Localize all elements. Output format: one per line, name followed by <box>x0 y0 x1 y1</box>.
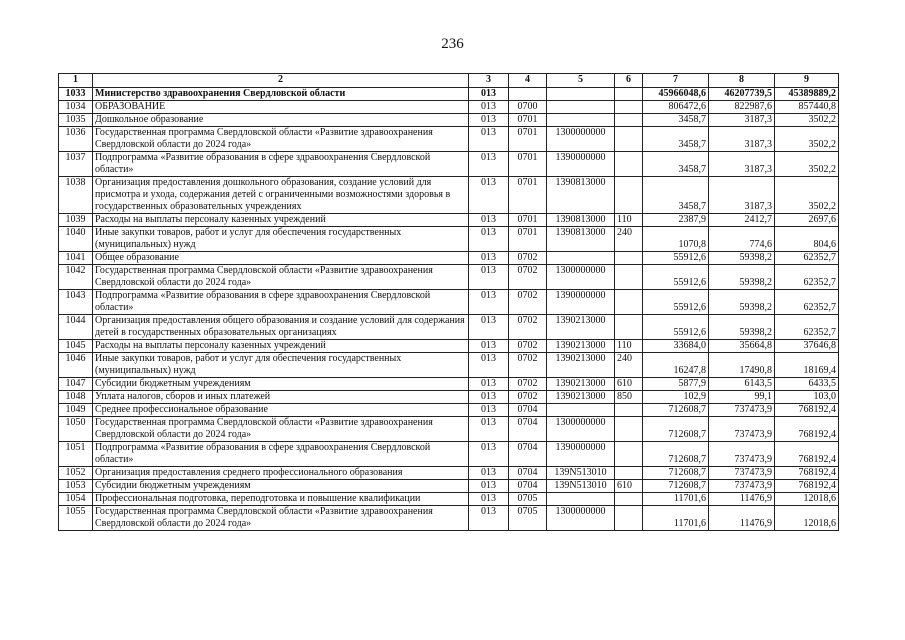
ministry-code-cell: 013 <box>469 442 509 467</box>
ministry-code-cell: 013 <box>469 353 509 378</box>
sum-col9-cell: 768192,4 <box>775 442 839 467</box>
expense-type-cell <box>615 506 643 531</box>
sum-col9-cell: 62352,7 <box>775 315 839 340</box>
sum-col7-cell: 55912,6 <box>643 265 709 290</box>
sum-col8-cell: 3187,3 <box>709 152 775 177</box>
table-row <box>59 391 839 404</box>
section-code-cell: 0701 <box>509 127 547 152</box>
target-article-cell: 1390213000 <box>547 353 615 378</box>
expense-type-cell <box>615 493 643 506</box>
sum-col7-cell: 3458,7 <box>643 127 709 152</box>
expense-type-cell: 110 <box>615 214 643 227</box>
sum-col8-cell: 59398,2 <box>709 265 775 290</box>
row-name-cell: Расходы на выплаты персоналу казенных учреждений <box>93 214 469 227</box>
section-code-cell <box>509 88 547 101</box>
row-number-cell: 1043 <box>59 290 93 315</box>
table-row <box>59 506 839 531</box>
ministry-code-cell: 013 <box>469 88 509 101</box>
target-article-cell: 1300000000 <box>547 417 615 442</box>
section-code-cell: 0702 <box>509 353 547 378</box>
section-code-cell: 0700 <box>509 101 547 114</box>
row-name-cell: Государственная программа Свердловской области «Развитие здравоохранения Свердловской области до 2024 года» <box>93 265 469 290</box>
sum-col8-cell: 59398,2 <box>709 252 775 265</box>
table-row <box>59 88 839 101</box>
ministry-code-cell: 013 <box>469 417 509 442</box>
row-number-cell: 1036 <box>59 127 93 152</box>
expense-type-cell <box>615 467 643 480</box>
expense-type-cell <box>615 442 643 467</box>
sum-col8-cell: 11476,9 <box>709 506 775 531</box>
expense-type-cell <box>615 290 643 315</box>
expense-type-cell <box>615 152 643 177</box>
target-article-cell <box>547 252 615 265</box>
header-row <box>59 74 839 88</box>
row-number-cell: 1051 <box>59 442 93 467</box>
row-name-cell: Иные закупки товаров, работ и услуг для обеспечения государственных (муниципальных) нужд <box>93 353 469 378</box>
row-number-cell: 1037 <box>59 152 93 177</box>
section-code-cell: 0702 <box>509 391 547 404</box>
table-row <box>59 127 839 152</box>
target-article-cell: 1390213000 <box>547 315 615 340</box>
table-row <box>59 340 839 353</box>
target-article-cell: 1390813000 <box>547 227 615 252</box>
expense-type-cell <box>615 177 643 214</box>
row-number-cell: 1054 <box>59 493 93 506</box>
section-code-cell: 0704 <box>509 467 547 480</box>
sum-col9-cell: 62352,7 <box>775 265 839 290</box>
row-number-cell: 1053 <box>59 480 93 493</box>
ministry-code-cell: 013 <box>469 101 509 114</box>
section-code-cell: 0704 <box>509 417 547 442</box>
sum-col7-cell: 5877,9 <box>643 378 709 391</box>
target-article-cell: 1390813000 <box>547 214 615 227</box>
expense-type-cell: 850 <box>615 391 643 404</box>
row-name-cell: Организация предоставления общего образования и создание условий для содержания детей в государственных образовательных организациях <box>93 315 469 340</box>
header-cell: 8 <box>709 74 775 88</box>
target-article-cell: 139N513010 <box>547 480 615 493</box>
expense-type-cell: 610 <box>615 480 643 493</box>
target-article-cell: 1390813000 <box>547 177 615 214</box>
row-name-cell: Организация предоставления дошкольного образования, создание условий для присмотра и ухода, содержания детей с ограниченными возможностями здоровья в государственных образовательных учреждениях <box>93 177 469 214</box>
row-number-cell: 1046 <box>59 353 93 378</box>
table-row <box>59 252 839 265</box>
sum-col9-cell: 62352,7 <box>775 252 839 265</box>
row-number-cell: 1042 <box>59 265 93 290</box>
sum-col7-cell: 11701,6 <box>643 506 709 531</box>
sum-col7-cell: 2387,9 <box>643 214 709 227</box>
row-number-cell: 1038 <box>59 177 93 214</box>
ministry-code-cell: 013 <box>469 493 509 506</box>
sum-col9-cell: 62352,7 <box>775 290 839 315</box>
row-name-cell: Субсидии бюджетным учреждениям <box>93 378 469 391</box>
row-number-cell: 1047 <box>59 378 93 391</box>
sum-col8-cell: 737473,9 <box>709 442 775 467</box>
sum-col7-cell: 712608,7 <box>643 442 709 467</box>
sum-col7-cell: 712608,7 <box>643 480 709 493</box>
sum-col9-cell: 2697,6 <box>775 214 839 227</box>
row-name-cell: Общее образование <box>93 252 469 265</box>
sum-col8-cell: 35664,8 <box>709 340 775 353</box>
row-name-cell: Подпрограмма «Развитие образования в сфере здравоохранения Свердловской области» <box>93 290 469 315</box>
target-article-cell <box>547 404 615 417</box>
sum-col9-cell: 857440,8 <box>775 101 839 114</box>
sum-col9-cell: 804,6 <box>775 227 839 252</box>
sum-col8-cell: 774,6 <box>709 227 775 252</box>
expense-type-cell <box>615 404 643 417</box>
row-number-cell: 1055 <box>59 506 93 531</box>
ministry-code-cell: 013 <box>469 214 509 227</box>
sum-col8-cell: 17490,8 <box>709 353 775 378</box>
header-cell: 4 <box>509 74 547 88</box>
sum-col9-cell: 768192,4 <box>775 467 839 480</box>
expense-type-cell: 610 <box>615 378 643 391</box>
sum-col9-cell: 3502,2 <box>775 114 839 127</box>
expense-type-cell <box>615 101 643 114</box>
sum-col8-cell: 59398,2 <box>709 315 775 340</box>
sum-col7-cell: 16247,8 <box>643 353 709 378</box>
header-cell: 6 <box>615 74 643 88</box>
ministry-code-cell: 013 <box>469 265 509 290</box>
section-code-cell: 0702 <box>509 265 547 290</box>
sum-col7-cell: 806472,6 <box>643 101 709 114</box>
ministry-code-cell: 013 <box>469 391 509 404</box>
sum-col9-cell: 12018,6 <box>775 493 839 506</box>
expense-type-cell <box>615 265 643 290</box>
table-row <box>59 493 839 506</box>
table-row <box>59 152 839 177</box>
table-row <box>59 177 839 214</box>
expense-type-cell <box>615 114 643 127</box>
target-article-cell: 139N513010 <box>547 467 615 480</box>
ministry-code-cell: 013 <box>469 404 509 417</box>
sum-col8-cell: 737473,9 <box>709 480 775 493</box>
ministry-code-cell: 013 <box>469 315 509 340</box>
header-cell: 3 <box>469 74 509 88</box>
table-row <box>59 265 839 290</box>
table-row <box>59 114 839 127</box>
section-code-cell: 0705 <box>509 506 547 531</box>
ministry-code-cell: 013 <box>469 252 509 265</box>
target-article-cell <box>547 88 615 101</box>
row-name-cell: Государственная программа Свердловской области «Развитие здравоохранения Свердловской области до 2024 года» <box>93 506 469 531</box>
row-number-cell: 1033 <box>59 88 93 101</box>
target-article-cell <box>547 114 615 127</box>
sum-col9-cell: 45389889,2 <box>775 88 839 101</box>
ministry-code-cell: 013 <box>469 378 509 391</box>
sum-col9-cell: 37646,8 <box>775 340 839 353</box>
section-code-cell: 0702 <box>509 340 547 353</box>
sum-col8-cell: 3187,3 <box>709 114 775 127</box>
row-name-cell: Субсидии бюджетным учреждениям <box>93 480 469 493</box>
target-article-cell: 1300000000 <box>547 127 615 152</box>
sum-col9-cell: 6433,5 <box>775 378 839 391</box>
table-row <box>59 227 839 252</box>
table-row <box>59 467 839 480</box>
sum-col8-cell: 46207739,5 <box>709 88 775 101</box>
expense-type-cell <box>615 88 643 101</box>
target-article-cell <box>547 493 615 506</box>
row-number-cell: 1048 <box>59 391 93 404</box>
section-code-cell: 0701 <box>509 227 547 252</box>
sum-col7-cell: 712608,7 <box>643 467 709 480</box>
table-row <box>59 353 839 378</box>
sum-col9-cell: 3502,2 <box>775 127 839 152</box>
ministry-code-cell: 013 <box>469 152 509 177</box>
target-article-cell: 1300000000 <box>547 265 615 290</box>
target-article-cell: 1300000000 <box>547 506 615 531</box>
sum-col7-cell: 33684,0 <box>643 340 709 353</box>
section-code-cell: 0702 <box>509 290 547 315</box>
section-code-cell: 0702 <box>509 315 547 340</box>
row-name-cell: Организация предоставления среднего профессионального образования <box>93 467 469 480</box>
sum-col7-cell: 712608,7 <box>643 417 709 442</box>
section-code-cell: 0704 <box>509 480 547 493</box>
target-article-cell <box>547 101 615 114</box>
target-article-cell: 1390213000 <box>547 340 615 353</box>
expense-type-cell <box>615 252 643 265</box>
row-number-cell: 1049 <box>59 404 93 417</box>
row-name-cell: Дошкольное образование <box>93 114 469 127</box>
sum-col7-cell: 1070,8 <box>643 227 709 252</box>
sum-col7-cell: 102,9 <box>643 391 709 404</box>
row-number-cell: 1050 <box>59 417 93 442</box>
budget-table <box>58 73 839 531</box>
row-name-cell: Расходы на выплаты персоналу казенных учреждений <box>93 340 469 353</box>
table-row <box>59 290 839 315</box>
row-number-cell: 1034 <box>59 101 93 114</box>
sum-col8-cell: 6143,5 <box>709 378 775 391</box>
expense-type-cell: 240 <box>615 227 643 252</box>
header-cell: 2 <box>93 74 469 88</box>
ministry-code-cell: 013 <box>469 340 509 353</box>
ministry-code-cell: 013 <box>469 177 509 214</box>
sum-col8-cell: 3187,3 <box>709 177 775 214</box>
sum-col7-cell: 11701,6 <box>643 493 709 506</box>
table-row <box>59 315 839 340</box>
row-name-cell: Среднее профессиональное образование <box>93 404 469 417</box>
sum-col7-cell: 55912,6 <box>643 290 709 315</box>
sum-col8-cell: 737473,9 <box>709 417 775 442</box>
ministry-code-cell: 013 <box>469 227 509 252</box>
row-number-cell: 1045 <box>59 340 93 353</box>
row-name-cell: Подпрограмма «Развитие образования в сфере здравоохранения Свердловской области» <box>93 442 469 467</box>
ministry-code-cell: 013 <box>469 480 509 493</box>
expense-type-cell <box>615 127 643 152</box>
sum-col8-cell: 737473,9 <box>709 467 775 480</box>
header-cell: 7 <box>643 74 709 88</box>
row-number-cell: 1052 <box>59 467 93 480</box>
row-name-cell: Подпрограмма «Развитие образования в сфере здравоохранения Свердловской области» <box>93 152 469 177</box>
table-row <box>59 101 839 114</box>
ministry-code-cell: 013 <box>469 467 509 480</box>
target-article-cell: 1390000000 <box>547 152 615 177</box>
sum-col7-cell: 3458,7 <box>643 177 709 214</box>
sum-col8-cell: 822987,6 <box>709 101 775 114</box>
sum-col7-cell: 3458,7 <box>643 152 709 177</box>
target-article-cell: 1390213000 <box>547 378 615 391</box>
table-row <box>59 480 839 493</box>
expense-type-cell: 110 <box>615 340 643 353</box>
section-code-cell: 0704 <box>509 442 547 467</box>
table-row <box>59 214 839 227</box>
expense-type-cell: 240 <box>615 353 643 378</box>
sum-col9-cell: 768192,4 <box>775 417 839 442</box>
ministry-code-cell: 013 <box>469 114 509 127</box>
sum-col9-cell: 768192,4 <box>775 404 839 417</box>
section-code-cell: 0705 <box>509 493 547 506</box>
sum-col7-cell: 55912,6 <box>643 315 709 340</box>
sum-col8-cell: 11476,9 <box>709 493 775 506</box>
sum-col9-cell: 768192,4 <box>775 480 839 493</box>
sum-col9-cell: 103,0 <box>775 391 839 404</box>
sum-col9-cell: 12018,6 <box>775 506 839 531</box>
sum-col8-cell: 2412,7 <box>709 214 775 227</box>
row-name-cell: Иные закупки товаров, работ и услуг для обеспечения государственных (муниципальных) нужд <box>93 227 469 252</box>
section-code-cell: 0701 <box>509 114 547 127</box>
sum-col8-cell: 3187,3 <box>709 127 775 152</box>
expense-type-cell <box>615 417 643 442</box>
row-name-cell: Профессиональная подготовка, переподготовка и повышение квалификации <box>93 493 469 506</box>
ministry-code-cell: 013 <box>469 506 509 531</box>
sum-col7-cell: 712608,7 <box>643 404 709 417</box>
table-row <box>59 417 839 442</box>
header-cell: 5 <box>547 74 615 88</box>
sum-col8-cell: 737473,9 <box>709 404 775 417</box>
target-article-cell: 1390000000 <box>547 290 615 315</box>
row-name-cell: Государственная программа Свердловской области «Развитие здравоохранения Свердловской области до 2024 года» <box>93 417 469 442</box>
page-number: 236 <box>441 36 464 52</box>
ministry-code-cell: 013 <box>469 127 509 152</box>
table-body <box>59 88 839 531</box>
row-number-cell: 1040 <box>59 227 93 252</box>
sum-col9-cell: 18169,4 <box>775 353 839 378</box>
sum-col8-cell: 99,1 <box>709 391 775 404</box>
row-name-cell: Государственная программа Свердловской области «Развитие здравоохранения Свердловской области до 2024 года» <box>93 127 469 152</box>
row-name-cell: ОБРАЗОВАНИЕ <box>93 101 469 114</box>
target-article-cell: 1390213000 <box>547 391 615 404</box>
row-name-cell: Министерство здравоохранения Свердловской области <box>93 88 469 101</box>
section-code-cell: 0702 <box>509 378 547 391</box>
row-number-cell: 1044 <box>59 315 93 340</box>
row-number-cell: 1035 <box>59 114 93 127</box>
section-code-cell: 0701 <box>509 177 547 214</box>
sum-col7-cell: 3458,7 <box>643 114 709 127</box>
sum-col7-cell: 55912,6 <box>643 252 709 265</box>
ministry-code-cell: 013 <box>469 290 509 315</box>
row-number-cell: 1041 <box>59 252 93 265</box>
sum-col9-cell: 3502,2 <box>775 177 839 214</box>
header-cell: 1 <box>59 74 93 88</box>
table-row <box>59 442 839 467</box>
sum-col8-cell: 59398,2 <box>709 290 775 315</box>
section-code-cell: 0701 <box>509 214 547 227</box>
target-article-cell: 1390000000 <box>547 442 615 467</box>
sum-col9-cell: 3502,2 <box>775 152 839 177</box>
table-row <box>59 404 839 417</box>
sum-col7-cell: 45966048,6 <box>643 88 709 101</box>
row-name-cell: Уплата налогов, сборов и иных платежей <box>93 391 469 404</box>
header-cell: 9 <box>775 74 839 88</box>
section-code-cell: 0701 <box>509 152 547 177</box>
section-code-cell: 0702 <box>509 252 547 265</box>
expense-type-cell <box>615 315 643 340</box>
row-number-cell: 1039 <box>59 214 93 227</box>
section-code-cell: 0704 <box>509 404 547 417</box>
table-row <box>59 378 839 391</box>
